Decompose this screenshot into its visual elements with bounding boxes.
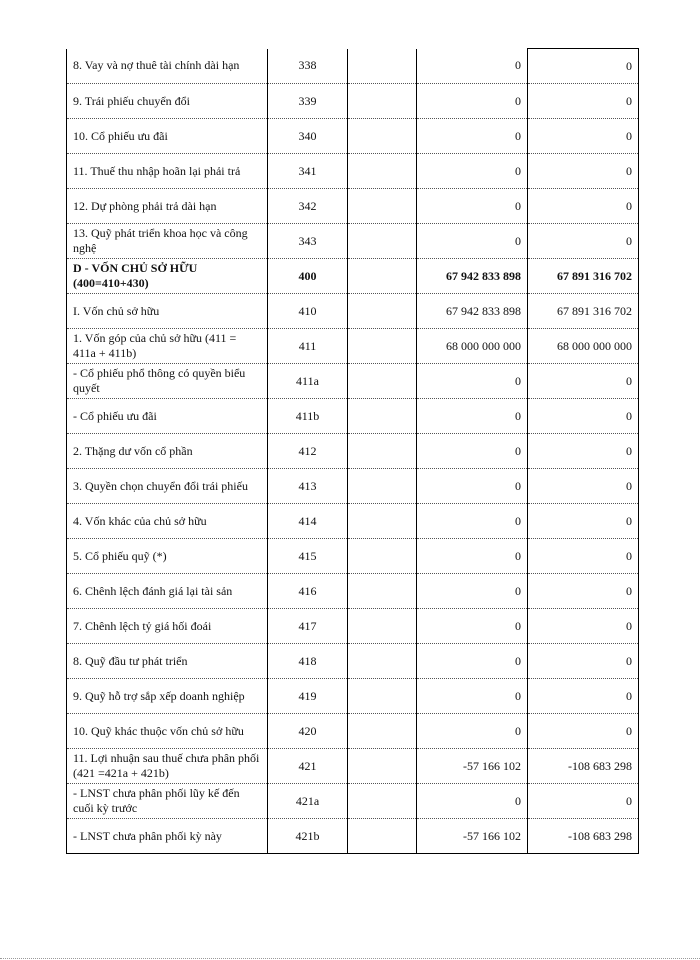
row-note — [348, 189, 417, 224]
table-row — [67, 364, 639, 399]
row-item-name: D - VỐN CHỦ SỞ HỮU (400=410+430) — [67, 259, 268, 294]
row-end-period-value: -57 166 102 — [417, 819, 528, 854]
table-row — [67, 84, 639, 119]
row-note — [348, 504, 417, 539]
row-code: 410 — [268, 294, 348, 329]
table-row — [67, 714, 639, 749]
table-row — [67, 259, 639, 294]
row-item-name: 11. Lợi nhuận sau thuế chưa phân phối (421 =421a + 421b) — [67, 749, 268, 784]
row-end-period-value: 0 — [417, 189, 528, 224]
row-begin-period-value: 0 — [528, 364, 639, 399]
row-begin-period-value: 0 — [528, 189, 639, 224]
row-note — [348, 714, 417, 749]
row-end-period-value: 0 — [417, 504, 528, 539]
row-item-name: 12. Dự phòng phải trả dài hạn — [67, 189, 268, 224]
table-row — [67, 819, 639, 854]
row-code: 412 — [268, 434, 348, 469]
row-end-period-value: 67 942 833 898 — [417, 294, 528, 329]
row-end-period-value: 0 — [417, 154, 528, 189]
row-end-period-value: 0 — [417, 49, 528, 84]
row-code: 411a — [268, 364, 348, 399]
row-note — [348, 539, 417, 574]
row-end-period-value: 0 — [417, 364, 528, 399]
row-item-name: 13. Quỹ phát triển khoa học và công nghệ — [67, 224, 268, 259]
table-row — [67, 224, 639, 259]
row-note — [348, 329, 417, 364]
table-row — [67, 609, 639, 644]
row-item-name: 9. Quỹ hỗ trợ sắp xếp doanh nghiệp — [67, 679, 268, 714]
row-note — [348, 679, 417, 714]
row-item-name: I. Vốn chủ sở hữu — [67, 294, 268, 329]
row-end-period-value: 0 — [417, 644, 528, 679]
table-row — [67, 154, 639, 189]
row-end-period-value: 0 — [417, 84, 528, 119]
row-note — [348, 259, 417, 294]
row-end-period-value: -57 166 102 — [417, 749, 528, 784]
row-code: 413 — [268, 469, 348, 504]
table-row — [67, 574, 639, 609]
row-note — [348, 119, 417, 154]
row-note — [348, 154, 417, 189]
row-note — [348, 434, 417, 469]
row-begin-period-value: 0 — [528, 504, 639, 539]
row-begin-period-value: 68 000 000 000 — [528, 329, 639, 364]
row-begin-period-value: 0 — [528, 49, 639, 84]
table-row — [67, 539, 639, 574]
row-item-name: 2. Thặng dư vốn cổ phần — [67, 434, 268, 469]
row-begin-period-value: 0 — [528, 714, 639, 749]
row-end-period-value: 0 — [417, 574, 528, 609]
row-code: 418 — [268, 644, 348, 679]
row-item-name: 10. Quỹ khác thuộc vốn chủ sở hữu — [67, 714, 268, 749]
row-note — [348, 224, 417, 259]
row-item-name: 7. Chênh lệch tỷ giá hối đoái — [67, 609, 268, 644]
table-row — [67, 434, 639, 469]
table-row — [67, 504, 639, 539]
row-begin-period-value: -108 683 298 — [528, 819, 639, 854]
row-code: 411b — [268, 399, 348, 434]
row-code: 340 — [268, 119, 348, 154]
row-begin-period-value: 0 — [528, 399, 639, 434]
row-end-period-value: 0 — [417, 399, 528, 434]
table-row — [67, 784, 639, 819]
row-code: 414 — [268, 504, 348, 539]
table-row — [67, 189, 639, 224]
row-end-period-value: 0 — [417, 469, 528, 504]
row-begin-period-value: 0 — [528, 784, 639, 819]
row-code: 419 — [268, 679, 348, 714]
row-begin-period-value: 0 — [528, 609, 639, 644]
table-row — [67, 329, 639, 364]
row-begin-period-value: 0 — [528, 644, 639, 679]
balance-sheet-table — [66, 48, 639, 854]
row-item-name: 5. Cổ phiếu quỹ (*) — [67, 539, 268, 574]
row-end-period-value: 0 — [417, 434, 528, 469]
row-begin-period-value: 0 — [528, 469, 639, 504]
row-item-name: 10. Cổ phiếu ưu đãi — [67, 119, 268, 154]
row-code: 343 — [268, 224, 348, 259]
row-code: 415 — [268, 539, 348, 574]
row-code: 339 — [268, 84, 348, 119]
row-begin-period-value: 0 — [528, 574, 639, 609]
row-note — [348, 84, 417, 119]
row-begin-period-value: 67 891 316 702 — [528, 259, 639, 294]
row-item-name: 8. Quỹ đầu tư phát triển — [67, 644, 268, 679]
row-code: 421 — [268, 749, 348, 784]
row-begin-period-value: -108 683 298 — [528, 749, 639, 784]
row-begin-period-value: 0 — [528, 224, 639, 259]
row-begin-period-value: 0 — [528, 154, 639, 189]
row-note — [348, 399, 417, 434]
row-code: 341 — [268, 154, 348, 189]
row-note — [348, 609, 417, 644]
row-note — [348, 784, 417, 819]
row-item-name: - LNST chưa phân phối kỳ này — [67, 819, 268, 854]
row-code: 417 — [268, 609, 348, 644]
row-code: 338 — [268, 49, 348, 84]
row-end-period-value: 0 — [417, 119, 528, 154]
table-row — [67, 679, 639, 714]
row-end-period-value: 0 — [417, 714, 528, 749]
table-row — [67, 399, 639, 434]
row-begin-period-value: 0 — [528, 119, 639, 154]
row-item-name: 9. Trái phiếu chuyển đổi — [67, 84, 268, 119]
table-row — [67, 749, 639, 784]
row-note — [348, 749, 417, 784]
row-begin-period-value: 0 — [528, 539, 639, 574]
table-row — [67, 294, 639, 329]
table-row — [67, 49, 639, 84]
row-note — [348, 49, 417, 84]
row-note — [348, 294, 417, 329]
row-code: 421a — [268, 784, 348, 819]
row-item-name: - LNST chưa phân phối lũy kế đến cuối kỳ trước — [67, 784, 268, 819]
row-item-name: 4. Vốn khác của chủ sở hữu — [67, 504, 268, 539]
row-code: 416 — [268, 574, 348, 609]
row-note — [348, 574, 417, 609]
row-code: 421b — [268, 819, 348, 854]
row-code: 342 — [268, 189, 348, 224]
row-item-name: - Cổ phiếu ưu đãi — [67, 399, 268, 434]
row-note — [348, 819, 417, 854]
row-item-name: 8. Vay và nợ thuê tài chính dài hạn — [67, 49, 268, 84]
row-end-period-value: 0 — [417, 224, 528, 259]
table-row — [67, 119, 639, 154]
row-begin-period-value: 0 — [528, 84, 639, 119]
row-begin-period-value: 67 891 316 702 — [528, 294, 639, 329]
row-end-period-value: 0 — [417, 539, 528, 574]
row-item-name: 1. Vốn góp của chủ sở hữu (411 = 411a + 411b) — [67, 329, 268, 364]
row-note — [348, 469, 417, 504]
row-item-name: 6. Chênh lệch đánh giá lại tài sản — [67, 574, 268, 609]
row-note — [348, 364, 417, 399]
row-end-period-value: 67 942 833 898 — [417, 259, 528, 294]
page-bottom-divider — [0, 958, 700, 959]
row-end-period-value: 0 — [417, 609, 528, 644]
row-begin-period-value: 0 — [528, 679, 639, 714]
row-item-name: - Cổ phiếu phổ thông có quyền biểu quyết — [67, 364, 268, 399]
row-code: 400 — [268, 259, 348, 294]
row-item-name: 11. Thuế thu nhập hoãn lại phải trả — [67, 154, 268, 189]
row-end-period-value: 68 000 000 000 — [417, 329, 528, 364]
row-end-period-value: 0 — [417, 784, 528, 819]
row-item-name: 3. Quyền chọn chuyển đổi trái phiếu — [67, 469, 268, 504]
balance-sheet-body — [67, 49, 639, 854]
row-code: 411 — [268, 329, 348, 364]
row-end-period-value: 0 — [417, 679, 528, 714]
table-row — [67, 469, 639, 504]
row-note — [348, 644, 417, 679]
row-begin-period-value: 0 — [528, 434, 639, 469]
table-row — [67, 644, 639, 679]
row-code: 420 — [268, 714, 348, 749]
